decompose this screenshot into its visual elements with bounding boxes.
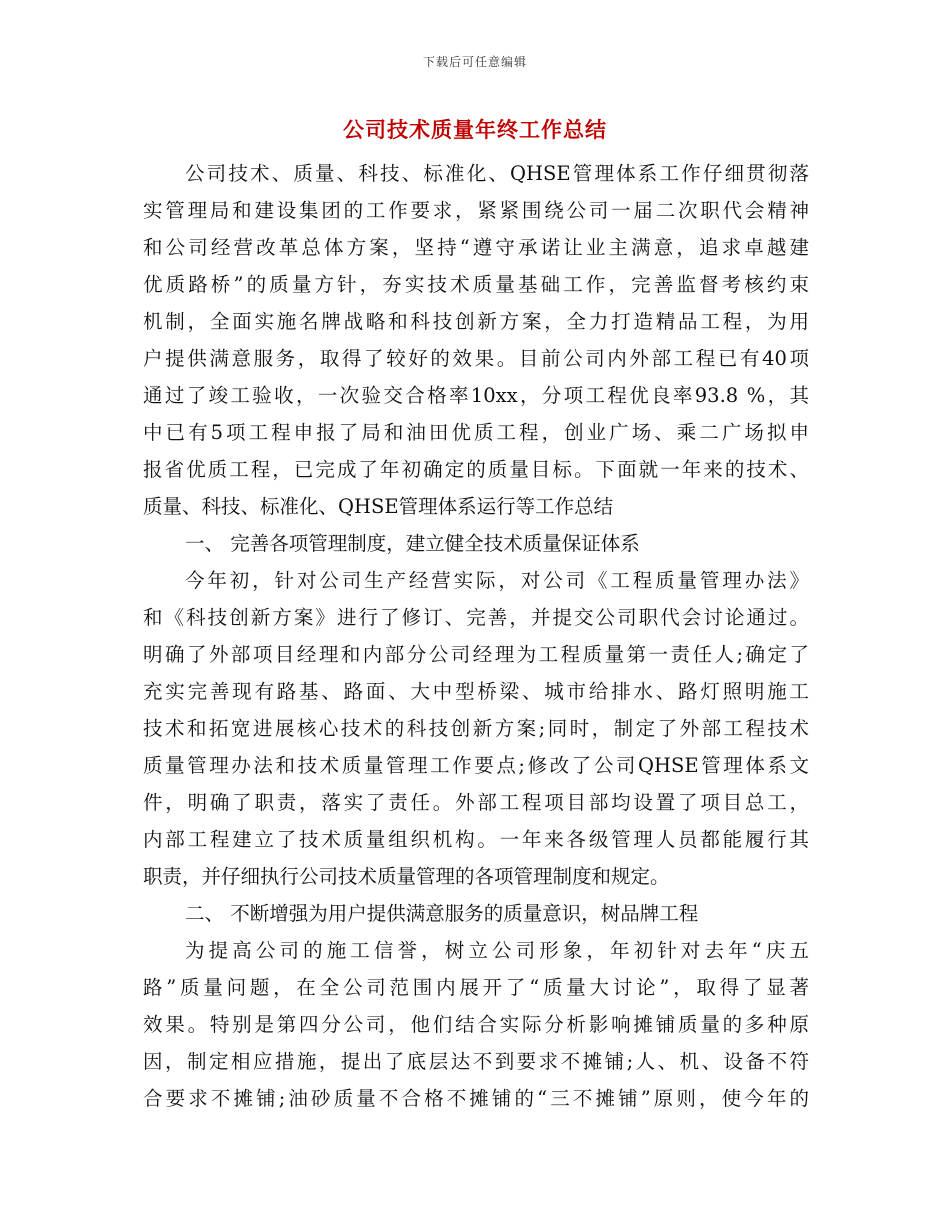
body-line: 中已有5项工程申报了局和油田优质工程，创业广场、乘二广场拟申 [143, 421, 809, 444]
body-line: 效果。特别是第四分公司，他们结合实际分析影响摊铺质量的多种原 [143, 1013, 809, 1036]
section-heading: 一、 完善各项管理制度，建立健全技术质量保证体系 [185, 532, 640, 555]
body-line: 报省优质工程，已完成了年初确定的质量目标。下面就一年来的技术、 [143, 458, 809, 481]
body-line: 和公司经营改革总体方案，坚持“遵守承诺让业主满意，追求卓越建 [143, 236, 809, 259]
body-line: 内部工程建立了技术质量组织机构。一年来各级管理人员都能履行其 [143, 828, 809, 851]
body-line: 优质路桥”的质量方针，夯实技术质量基础工作，完善监督考核约束 [143, 273, 809, 296]
body-line: 户提供满意服务，取得了较好的效果。目前公司内外部工程已有40项 [143, 347, 809, 370]
header-note: 下载后可任意编辑 [422, 55, 527, 69]
body-line: 充实完善现有路基、路面、大中型桥梁、城市给排水、路灯照明施工 [143, 680, 809, 703]
body-line: 和《科技创新方案》进行了修订、完善，并提交公司职代会讨论通过。 [143, 606, 809, 629]
body-line: 通过了竣工验收，一次验交合格率10xx，分项工程优良率93.8 %，其 [143, 384, 809, 407]
body-line: 为提高公司的施工信誉，树立公司形象，年初针对去年“庆五 [185, 939, 809, 962]
body-line: 技术和拓宽进展核心技术的科技创新方案;同时，制定了外部工程技术 [143, 717, 809, 740]
body-line: 质量管理办法和技术质量管理工作要点;修改了公司QHSE管理体系文 [143, 754, 809, 777]
body-line: 路”质量问题，在全公司范围内展开了“质量大讨论”，取得了显著 [143, 976, 809, 999]
document-body [143, 155, 809, 1117]
body-line: 合要求不摊铺;油砂质量不合格不摊铺的“三不摊铺”原则，使今年的 [143, 1087, 809, 1110]
body-line: 实管理局和建设集团的工作要求，紧紧围绕公司一届二次职代会精神 [143, 199, 809, 222]
body-line: 质量、科技、标准化、QHSE管理体系运行等工作总结 [143, 495, 614, 518]
body-line: 件，明确了职责，落实了责任。外部工程项目部均设置了项目总工， [143, 791, 809, 814]
body-line: 公司技术、质量、科技、标准化、QHSE管理体系工作仔细贯彻落 [185, 162, 809, 185]
body-line: 明确了外部项目经理和内部分公司经理为工程质量第一责任人;确定了 [143, 643, 809, 666]
body-line: 因，制定相应措施，提出了底层达不到要求不摊铺;人、机、设备不符 [143, 1050, 809, 1073]
body-line: 职责，并仔细执行公司技术质量管理的各项管理制度和规定。 [143, 865, 670, 888]
section-heading: 二、 不断增强为用户提供满意服务的质量意识，树品牌工程 [185, 902, 699, 925]
document-title: 公司技术质量年终工作总结 [343, 117, 607, 142]
body-line: 机制，全面实施名牌战略和科技创新方案，全力打造精品工程，为用 [143, 310, 809, 333]
body-line: 今年初，针对公司生产经营实际，对公司《工程质量管理办法》 [185, 569, 809, 592]
